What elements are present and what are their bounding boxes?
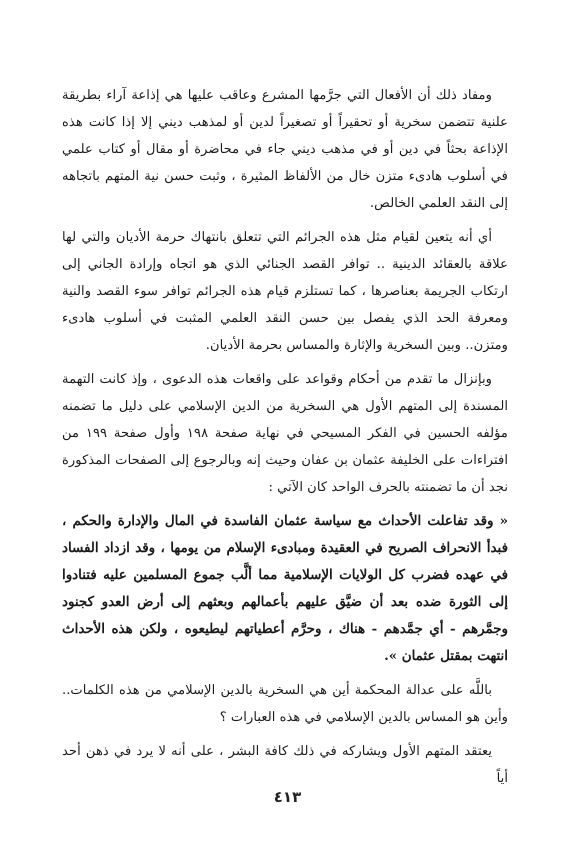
paragraph-5: باللَّه على عدالة المحكمة أين هي السخرية بالدين الإسلامي من هذه الكلمات.. وأين هو المساس بالدين الإسلامي في هذه العبارات ؟	[62, 683, 508, 725]
paragraph-2: أي أنه يتعين لقيام مثل هذه الجرائم التي تتعلق بانتهاك حرمة الأديان والتي لها علاقة بالعقائد الدينية .. توافر القصد الجنائي الذي هو اتجاه وإرادة الجاني إلى ارتكاب الجريمة بعناصرها ، كما تستلزم قيام هذه الجرائم توافر سوء القصد والنية ومعرفة الحد الذي يفصل بين حسن النقد العلمي المثبت في أسلوب هادىء ومتزن.. وبين السخرية والإثارة والمساس بحرمة الأديان.	[62, 230, 508, 353]
page-number: ٤١٣	[273, 788, 302, 806]
paragraph-3: وبإنزال ما تقدم من أحكام وقواعد على واقعات هذه الدعوى ، وإذ كانت التهمة المسندة إلى المتهم الأول هي السخرية من الدين الإسلامي على دليل ما تضمنه مؤلفه الحسين في الفكر المسيحي في نهاية صفحة ١٩٨ وأول صفحة ١٩٩ من افتراءات على الخليفة عثمان بن عفان وحيث إنه وبالرجوع إلى الصفحات المذكورة نجد أن ما تضمنته بالحرف الواحد كان الآتي :	[62, 372, 508, 495]
quoted-passage: « وقد تفاعلت الأحداث مع سياسة عثمان الفاسدة في المال والإدارة والحكم ، فبدأ الانحراف الصريح في العقيدة ومبادىء الإسلام من يومها ، وقد ازداد الفساد في عهده فضرب كل الولايات الإسلامية مما ألَّب جموع المسلمين عليه فتنادوا إلى الثورة ضده بعد أن ضيَّق عليهم بأعمالهم وبعثهم إلى أرض العدو كجنود وجمَّرهم - أي جمَّدهم - هناك ، وحرَّم أعطياتهم ليطيعوه ، ولكن هذه الأحداث انتهت بمقتل عثمان ».	[62, 513, 508, 664]
page-body	[62, 82, 508, 799]
paragraph-6: يعتقد المتهم الأول ويشاركه في ذلك كافة البشر ، على أنه لا يرد في ذهن أحد أياً	[62, 744, 508, 786]
paragraph-1: ومفاد ذلك أن الأفعال التي جرَّمها المشرع وعاقب عليها هي إذاعة آراء بطريقة علنية تتضمن سخرية أو تحقيراً أو تصغيراً لدين أو لمذهب ديني إلا إذا كانت هذه الإذاعة بحثاً في دين أو في مذهب ديني جاء في محاضرة أو مقال أو كتاب علمي في أسلوب هادىء متزن خال من الألفاظ المثيرة ، وثبت حسن نية المتهم باتجاهه إلى النقد العلمي الخالص.	[62, 88, 508, 211]
